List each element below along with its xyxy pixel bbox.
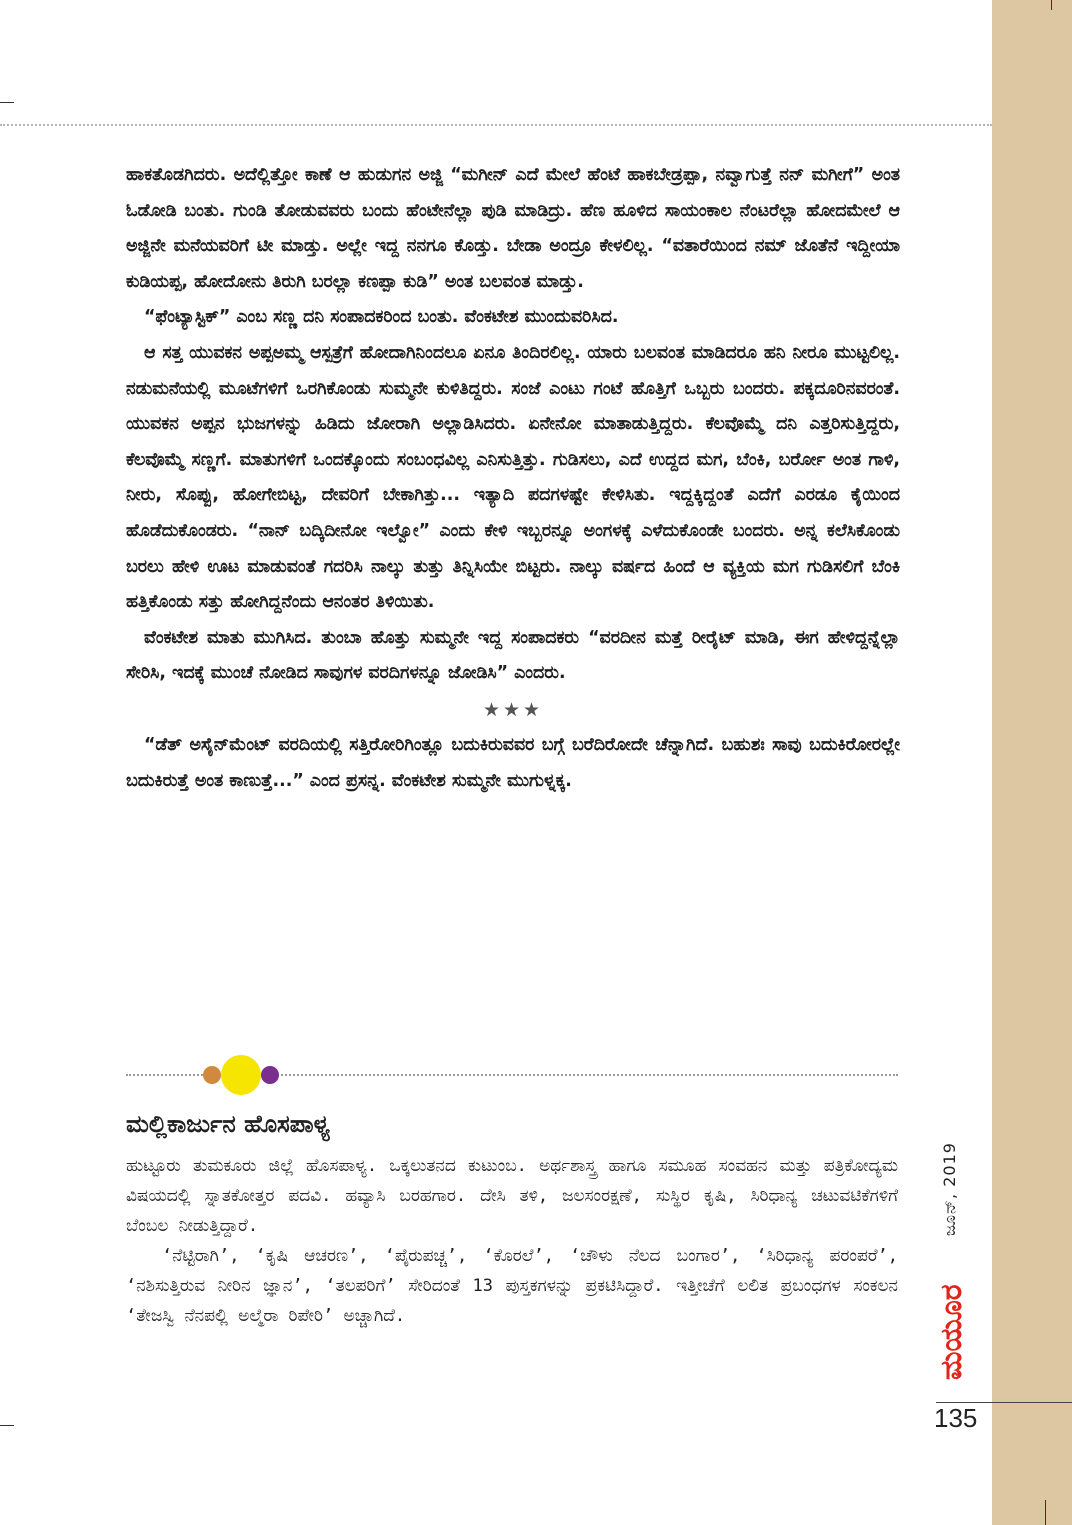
crop-mark-top: [1051, 0, 1052, 10]
article-closing-paragraph: “ಡೆತ್ ಅಸೈನ್‌ಮೆಂಟ್ ವರದಿಯಲ್ಲಿ ಸತ್ತಿರೋರಿಗಿಂತ್ಲೂ ಬದುಕಿರುವವರ ಬಗ್ಗೆ ಬರೆದಿರೋದೇ ಚೆನ್ನಾಗಿದೆ. ಬಹುಶಃ ಸಾವು ಬದುಕಿರೋರಲ್ಲೇ ಬದುಕಿರುತ್ತೆ ಅಂತ ಕಾಣುತ್ತೆ...” ಎಂದ ಪ್ರಸನ್ನ. ವೆಂಕಟೇಶ ಸುಮ್ಮನೇ ಮುಗುಳ್ನಕ್ಕ.: [126, 734, 900, 791]
author-bio: [126, 1151, 898, 1331]
crop-mark-bottom: [1045, 1500, 1046, 1525]
decorative-dot-purple: [261, 1066, 279, 1084]
author-bio-paragraph: ಹುಟ್ಟೂರು ತುಮಕೂರು ಜಿಲ್ಲೆ ಹೊಸಪಾಳ್ಯ. ಒಕ್ಕಲುತನದ ಕುಟುಂಬ. ಅರ್ಥಶಾಸ್ತ್ರ ಹಾಗೂ ಸಮೂಹ ಸಂವಹನ ಮತ್ತು ಪತ್ರಿಕೋದ್ಯಮ ವಿಷಯದಲ್ಲಿ ಸ್ನಾತಕೋತ್ತರ ಪದವಿ. ಹವ್ಯಾಸಿ ಬರಹಗಾರ. ದೇಸಿ ತಳಿ, ಜಲಸಂರಕ್ಷಣೆ, ಸುಸ್ಥಿರ ಕೃಷಿ, ಸಿರಿಧಾನ್ಯ ಚಟುವಟಿಕೆಗಳಿಗೆ ಬೆಂಬಲ ನೀಡುತ್ತಿದ್ದಾರೆ.: [126, 1156, 898, 1236]
side-color-band: [992, 0, 1072, 1525]
crop-mark-left-top: [0, 102, 14, 103]
article-body: [126, 158, 900, 799]
author-bio-paragraph: ‘ನೆಟ್ಟಿರಾಗಿ’, ‘ಕೃಷಿ ಆಚರಣ’, ‘ಪೈರುಪಚ್ಚ’, ‘ಕೊರಲೆ’, ‘ಚೌಳು ನೆಲದ ಬಂಗಾರ’, ‘ಸಿರಿಧಾನ್ಯ ಪರಂಪರೆ’, ‘ನಶಿಸುತ್ತಿರುವ ನೀರಿನ ಜ್ಞಾನ’, ‘ತಲಪರಿಗೆ’ ಸೇರಿದಂತೆ 13 ಪುಸ್ತಕಗಳನ್ನು ಪ್ರಕಟಿಸಿದ್ದಾರೆ. ಇತ್ತೀಚೆಗೆ ಲಲಿತ ಪ್ರಬಂಧಗಳ ಸಂಕಲನ ‘ತೇಜಸ್ವಿ ನೆನಪಲ್ಲಿ ಅಲ್ಮೆರಾ ರಿಪೇರಿ’ ಅಚ್ಚಾಗಿದೆ.: [126, 1246, 898, 1326]
author-name: ಮಲ್ಲಿಕಾರ್ಜುನ ಹೊಸಪಾಳ್ಯ: [126, 1110, 330, 1138]
top-dotted-rule: [0, 124, 992, 126]
decorative-dot-orange: [203, 1066, 221, 1084]
article-paragraph: ಹಾಕತೊಡಗಿದರು. ಅದೆಲ್ಲಿತ್ತೋ ಕಾಣೆ ಆ ಹುಡುಗನ ಅಜ್ಜಿ “ಮಗೀನ್ ಎದೆ ಮೇಲೆ ಹೆಂಟೆ ಹಾಕಬೇಡ್ರಪ್ಪಾ, ನವ್ವಾಗುತ್ತೆ ನನ್ ಮಗೀಗೆ” ಅಂತ ಓಡೋಡಿ ಬಂತು. ಗುಂಡಿ ತೋಡುವವರು ಬಂದು ಹೆಂಟೇನೆಲ್ಲಾ ಪುಡಿ ಮಾಡಿದ್ರು. ಹೆಣ ಹೂಳಿದ ಸಾಯಂಕಾಲ ನೆಂಟರೆಲ್ಲಾ ಹೋದಮೇಲೆ ಆ ಅಜ್ಜಿನೇ ಮನೆಯವರಿಗೆ ಟೀ ಮಾಡ್ತು. ಅಲ್ಲೇ ಇದ್ದ ನನಗೂ ಕೊಡ್ತು. ಬೇಡಾ ಅಂದ್ರೂ ಕೇಳಲಿಲ್ಲ. “ವತಾರೆಯಿಂದ ನಮ್ ಜೊತೆನೆ ಇದ್ದೀಯಾ ಕುಡಿಯಪ್ಪ, ಹೋದೋನು ತಿರುಗಿ ಬರಲ್ಲಾ ಕಣಪ್ಪಾ ಕುಡಿ” ಅಂತ ಬಲವಂತ ಮಾಡ್ತು.: [126, 165, 900, 292]
article-paragraph: ವೆಂಕಟೇಶ ಮಾತು ಮುಗಿಸಿದ. ತುಂಬಾ ಹೊತ್ತು ಸುಮ್ಮನೇ ಇದ್ದ ಸಂಪಾದಕರು “ವರದೀನ ಮತ್ತೆ ರೀರೈಟ್ ಮಾಡಿ, ಈಗ ಹೇಳಿದ್ದನ್ನೆಲ್ಲಾ ಸೇರಿಸಿ, ಇದಕ್ಕೆ ಮುಂಚೆ ನೋಡಿದ ಸಾವುಗಳ ವರದಿಗಳನ್ನೂ ಜೋಡಿಸಿ” ಎಂದರು.: [126, 627, 900, 684]
article-paragraph: ಆ ಸತ್ತ ಯುವಕನ ಅಪ್ಪಅಮ್ಮ ಆಸ್ಪತ್ರೆಗೆ ಹೋದಾಗಿನಿಂದಲೂ ಏನೂ ತಿಂದಿರಲಿಲ್ಲ. ಯಾರು ಬಲವಂತ ಮಾಡಿದರೂ ಹನಿ ನೀರೂ ಮುಟ್ಟಲಿಲ್ಲ. ನಡುಮನೆಯಲ್ಲಿ ಮೂಟೆಗಳಿಗೆ ಒರಗಿಕೊಂಡು ಸುಮ್ಮನೇ ಕುಳಿತಿದ್ದರು. ಸಂಜೆ ಎಂಟು ಗಂಟೆ ಹೊತ್ತಿಗೆ ಒಬ್ಬರು ಬಂದರು. ಪಕ್ಕದೂರಿನವರಂತೆ. ಯುವಕನ ಅಪ್ಪನ ಭುಜಗಳನ್ನು ಹಿಡಿದು ಜೋರಾಗಿ ಅಲ್ಲಾಡಿಸಿದರು. ಏನೇನೋ ಮಾತಾಡುತ್ತಿದ್ದರು. ಕೆಲವೊಮ್ಮೆ ದನಿ ಎತ್ತರಿಸುತ್ತಿದ್ದರು, ಕೆಲವೊಮ್ಮೆ ಸಣ್ಣಗೆ. ಮಾತುಗಳಿಗೆ ಒಂದಕ್ಕೊಂದು ಸಂಬಂಧವಿಲ್ಲ ಎನಿಸುತ್ತಿತ್ತು. ಗುಡಿಸಲು, ಎದೆ ಉದ್ದದ ಮಗ, ಬೆಂಕಿ, ಬರ್ರೋ ಅಂತ ಗಾಳಿ, ನೀರು, ಸೊಪ್ಪು, ಹೋಗೇಬಿಟ್ಟ, ದೇವರಿಗೆ ಬೇಕಾಗಿತ್ತು... ಇತ್ಯಾದಿ ಪದಗಳಷ್ಟೇ ಕೇಳಿಸಿತು. ಇದ್ದಕ್ಕಿದ್ದಂತೆ ಎದೆಗೆ ಎರಡೂ ಕೈಯಿಂದ ಹೊಡೆದುಕೊಂಡರು. “ನಾನ್ ಬದ್ಕಿದೀನೋ ಇಲ್ವೋ” ಎಂದು ಕೇಳಿ ಇಬ್ಬರನ್ನೂ ಅಂಗಳಕ್ಕೆ ಎಳೆದುಕೊಂಡೇ ಬಂದರು. ಅನ್ನ ಕಲೆಸಿಕೊಂಡು ಬರಲು ಹೇಳಿ ಊಟ ಮಾಡುವಂತೆ ಗದರಿಸಿ ನಾಲ್ಕು ತುತ್ತು ತಿನ್ನಿಸಿಯೇ ಬಿಟ್ಟರು. ನಾಲ್ಕು ವರ್ಷದ ಹಿಂದೆ ಆ ವ್ಯಕ್ತಿಯ ಮಗ ಗುಡಿಸಲಿಗೆ ಬೆಂಕಿ ಹತ್ತಿಕೊಂಡು ಸತ್ತು ಹೋಗಿದ್ದನೆಂದು ಆನಂತರ ತಿಳಿಯಿತು.: [126, 342, 900, 613]
issue-date: ಜೂನ್, 2019: [940, 1142, 959, 1236]
magazine-name: ಮಯೂರ: [934, 1284, 969, 1380]
article-paragraph: “ಫೆಂಟ್ಯಾಸ್ಟಿಕ್” ಎಂಬ ಸಣ್ಣ ದನಿ ಸಂಪಾದಕರಿಂದ ಬಂತು. ವೆಂಕಟೇಶ ಮುಂದುವರಿಸಿದ.: [144, 307, 619, 328]
crop-mark-left-bottom: [0, 1425, 14, 1426]
page-number: 135: [934, 1403, 978, 1433]
section-separator: ★★★: [482, 698, 544, 721]
decorative-dot-yellow: [221, 1055, 261, 1095]
